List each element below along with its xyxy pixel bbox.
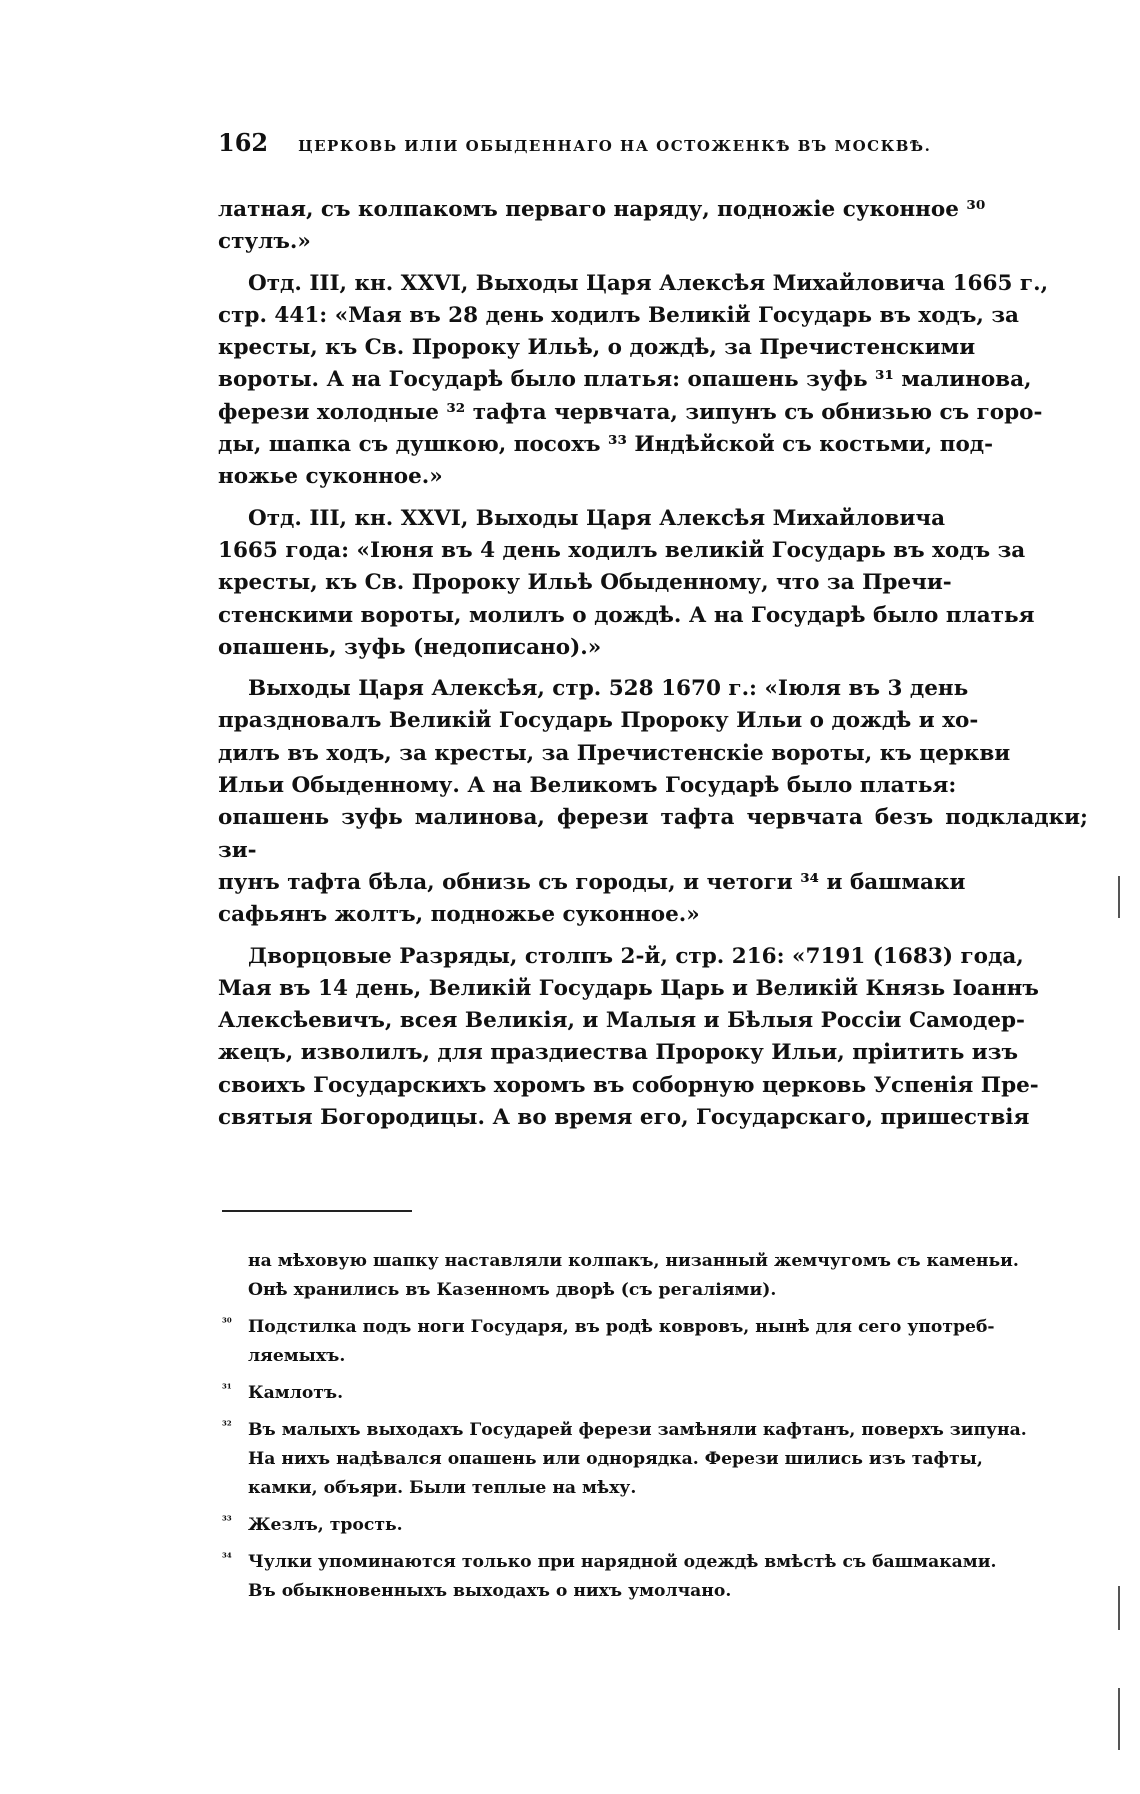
main-text [218, 194, 1088, 1134]
footnote-text: Въ малыхъ выходахъ Государей ферези замѣняли кафтанъ, поверхъ зипуна. На нихъ надѣвался опашень или однорядка. Ферези шились изъ тафты, камки, объяри. Были теплые на мѣху. [248, 1420, 1027, 1498]
footnote-mark: ³² [222, 1419, 232, 1432]
footnote [222, 1313, 1086, 1371]
footnote-text: Камлотъ. [248, 1383, 344, 1403]
footnote-text: Подстилка подъ ноги Государя, въ родѣ ковровъ, нынѣ для сего употреб- ляемыхъ. [248, 1317, 995, 1366]
paragraph: Дворцовые Разряды, столпъ 2-й, стр. 216: «7191 (1683) года, Мая въ 14 день, Великій Государь Царь и Великій Князь Іоаннъ Алексѣевичъ, всея Великія, и Малыя и Бѣлыя Россіи Самодер- жецъ, изволилъ, для праздиества Пророку Ильи, пріитить изъ своихъ Государскихъ хоромъ въ соборную церковь Успенія Пре- святыя Богородицы. А во время его, Государскаго, пришествія [218, 943, 1039, 1131]
footnote-mark [222, 1247, 248, 1305]
footnote-mark: ³³ [222, 1514, 232, 1527]
footnote-divider [222, 1210, 412, 1212]
scan-edge-mark [1118, 1688, 1120, 1750]
footnote-mark: ³¹ [222, 1382, 232, 1395]
footnotes [222, 1247, 1086, 1614]
footnote [222, 1548, 1086, 1606]
paragraph: латная, съ колпакомъ перваго наряду, подножіе суконное ³⁰ стулъ.» [218, 197, 986, 255]
scan-edge-mark [1118, 876, 1120, 918]
footnote [222, 1511, 1086, 1540]
footnote-text: Чулки упоминаются только при нарядной одеждѣ вмѣстѣ съ башмаками. Въ обыкновенныхъ выходахъ о нихъ умолчано. [248, 1552, 997, 1601]
page-number: 162 [218, 128, 269, 157]
footnote-text: Жезлъ, трость. [248, 1515, 403, 1535]
footnote-mark: ³⁰ [222, 1316, 232, 1329]
footnote-mark: ³⁴ [222, 1551, 232, 1564]
scan-edge-mark [1118, 1586, 1120, 1630]
footnote [222, 1379, 1086, 1408]
page-header [218, 128, 988, 157]
running-title: ЦЕРКОВЬ ИЛІИ ОБЫДЕННАГО НА ОСТОЖЕНКѢ ВЪ МОСКВѢ. [298, 137, 932, 155]
footnote [222, 1247, 1086, 1305]
footnote [222, 1416, 1086, 1503]
paragraph: Выходы Царя Алексѣя, стр. 528 1670 г.: «Іюля въ 3 день праздновалъ Великій Государь Пророку Ильи о дождѣ и хо- дилъ въ ходъ, за кресты, за Пречистенскіе вороты, къ церкви Ильи Обыденному. А на Великомъ Государѣ было платья: опашень зуфь малинова, ферези тафта червчата безъ подкладки; зи- пунъ тафта бѣла, обнизь съ городы, и четоги ³⁴ и башмаки сафьянъ жолтъ, подножье суконное.» [218, 676, 1088, 928]
paragraph: Отд. III, кн. XXVI, Выходы Царя Алексѣя Михайловича 1665 г., стр. 441: «Мая въ 28 день ходилъ Великій Государь въ ходъ, за кресты, къ Св. Пророку Ильѣ, о дождѣ, за Пречистенскими вороты. А на Государѣ было платья: опашень зуфь ³¹ малинова, ферези холодные ³² тафта червчата, зипунъ съ обнизью съ горо- ды, шапка съ душкою, посохъ ³³ Индѣйской съ костьми, под- ножье суконное.» [218, 270, 1049, 490]
footnote-text: на мѣховую шапку наставляли колпакъ, низанный жемчугомъ съ каменьи. Онѣ хранились въ Казенномъ дворѣ (съ регаліями). [248, 1251, 1019, 1300]
paragraph: Отд. III, кн. XXVI, Выходы Царя Алексѣя Михайловича 1665 года: «Іюня въ 4 день ходилъ великій Государь въ ходъ за кресты, къ Св. Пророку Ильѣ Обыденному, что за Пречи- стенскими вороты, молилъ о дождѣ. А на Государѣ было платья опашень, зуфь (недописано).» [218, 505, 1035, 660]
